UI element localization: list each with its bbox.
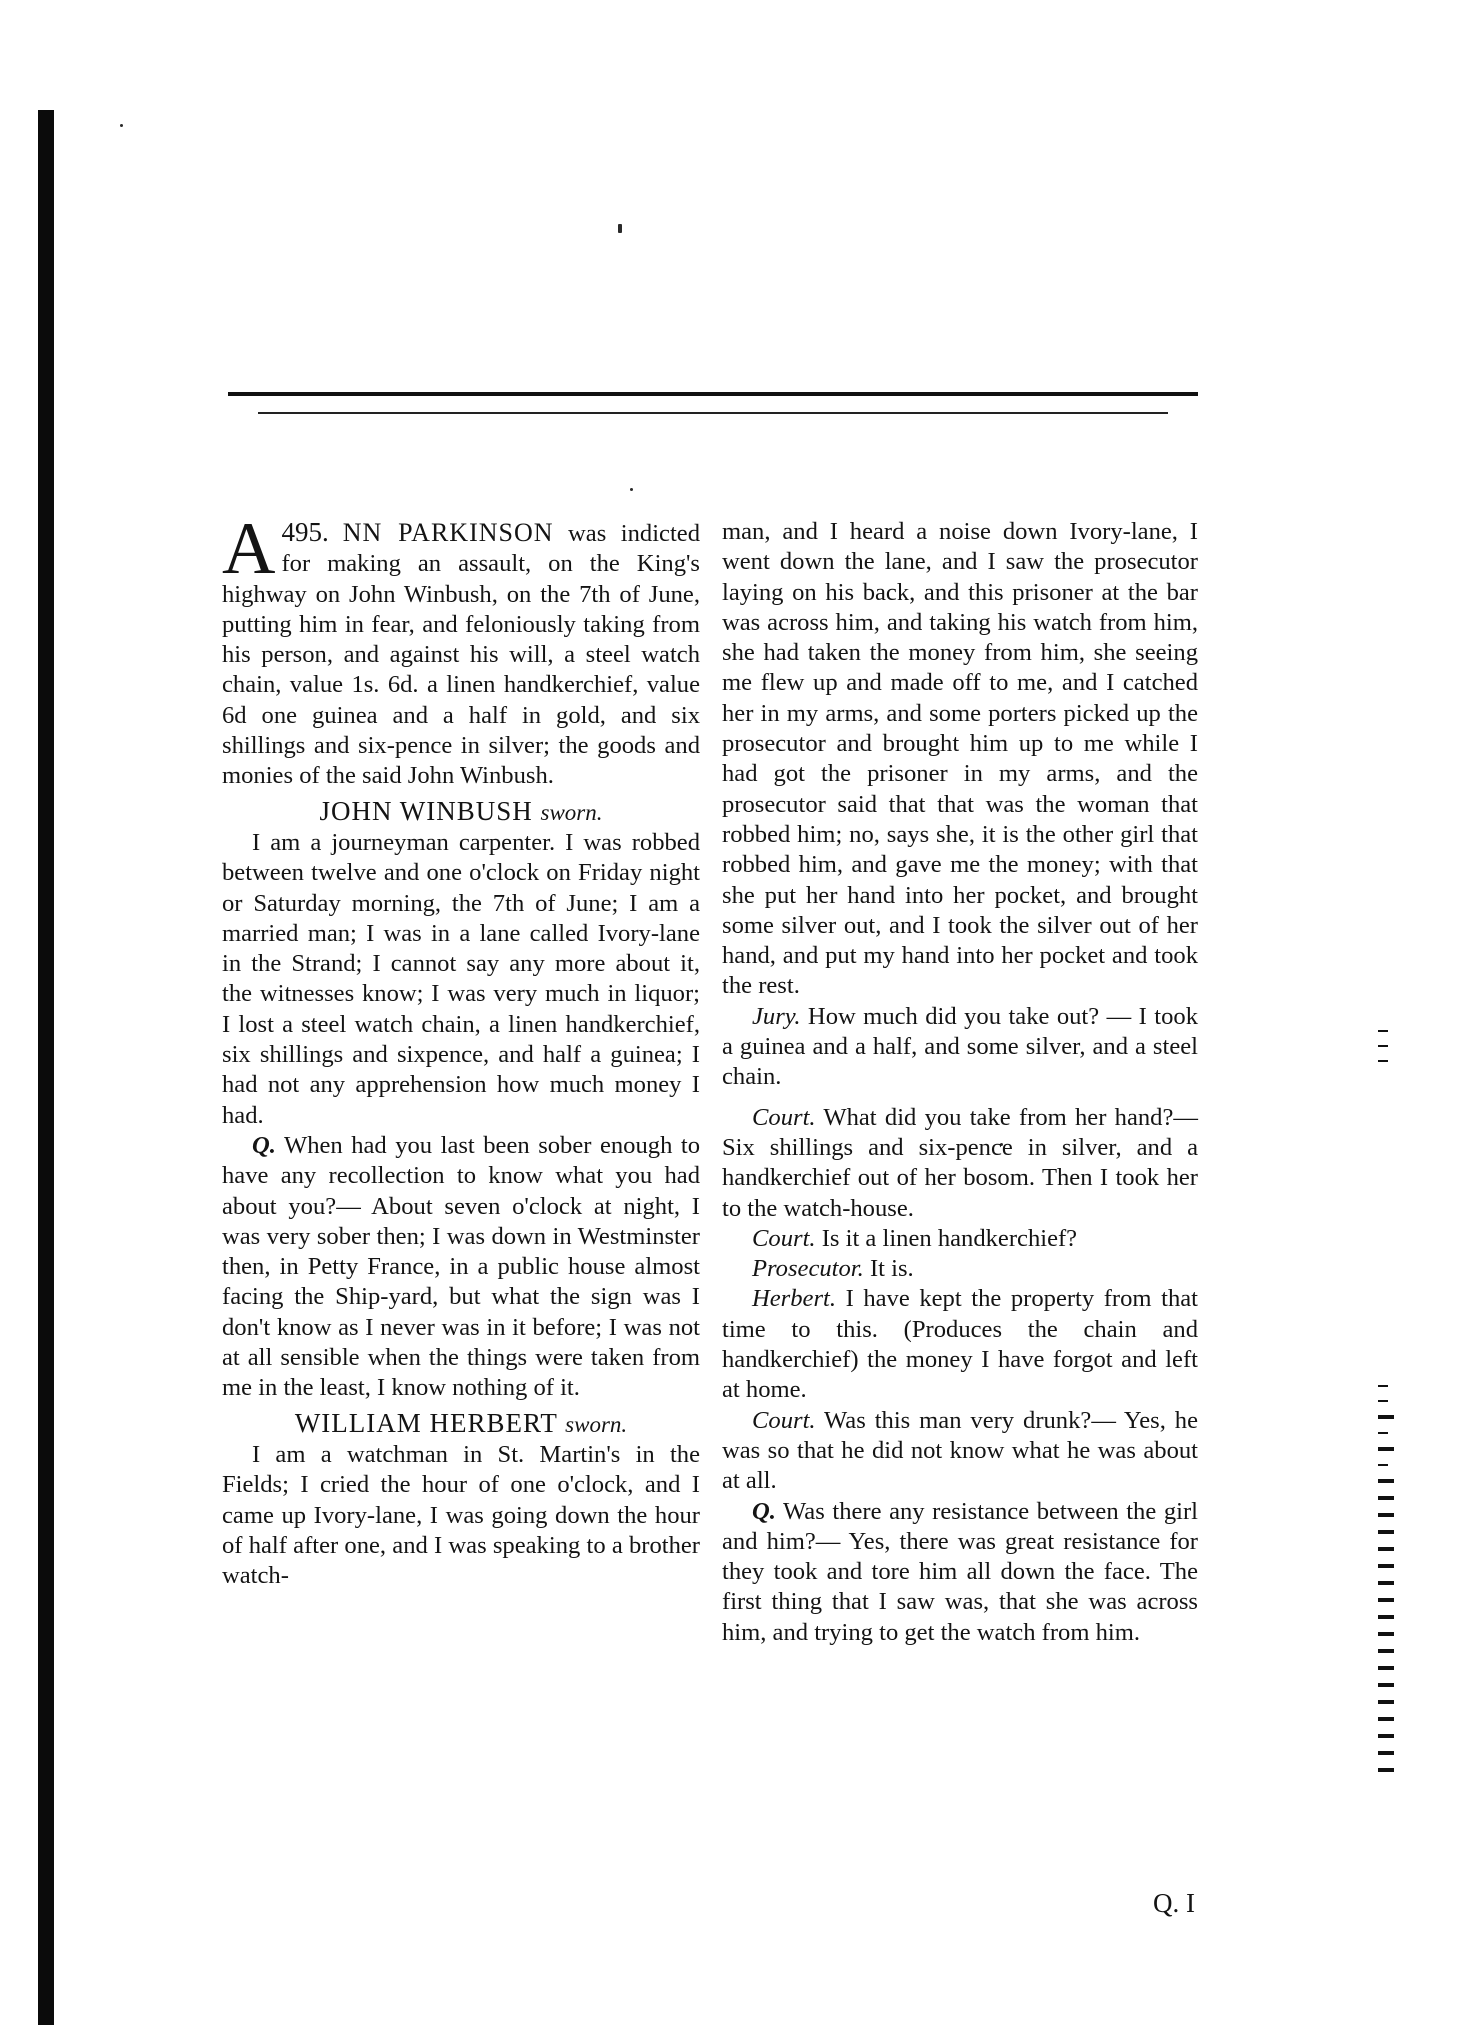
- dialogue-paragraph: [722, 1002, 1198, 1093]
- defendant-name: NN PARKINSON: [342, 518, 554, 547]
- indictment-paragraph: [222, 508, 700, 792]
- speaker-label: Court.: [752, 1406, 816, 1434]
- testimony-paragraph: I am a watchman in St. Martin's in the Fields; I cried the hour of one o'clock, and I came up Ivory-lane, I was going down the hour of half after one, and I was speaking to a brother watch-: [222, 1440, 700, 1590]
- header-rule-thick: [228, 392, 1198, 396]
- speaker-label: Court.: [752, 1103, 816, 1131]
- witness-heading: [222, 1408, 700, 1440]
- dialogue-paragraph: [722, 1406, 1198, 1497]
- page-number: 495.: [281, 517, 329, 547]
- speaker-label: Herbert.: [752, 1285, 837, 1313]
- dialogue-text: It is.: [863, 1255, 914, 1283]
- ink-speck: [618, 224, 622, 233]
- sworn-label: sworn.: [540, 799, 603, 825]
- question-text: When had you last been sober enough to have any recollection to know what you had about you?— About seven o'clock at night, I was very sober then; I was down in Westminster then, in Petty France, in a public house almost facing the Ship-yard, but what the sign was I don't know as I never was in it before; I was not at all sensible when the things were taken from me in the least, I know nothing of it.: [222, 1131, 700, 1402]
- testimony-paragraph: I am a journeyman carpenter. I was robbed between twelve and one o'clock on Friday night or Saturday morning, the 7th of June; I am a married man; I was in a lane called Ivory-lane in the Strand; I cannot say any more about it, the witnesses know; I was very much in liquor; I lost a steel watch chain, a linen handkerchief, six shillings and sixpence, and half a guinea; I had not any apprehension how much money I had.: [222, 828, 700, 1129]
- drop-cap: A: [222, 508, 276, 590]
- margin-marks: [1378, 1385, 1398, 1785]
- right-column: [722, 517, 1198, 1648]
- witness-name: JOHN WINBUSH: [319, 795, 533, 826]
- header-rule-thin: [258, 412, 1168, 414]
- dialogue-text: Is it a linen handkerchief?: [815, 1224, 1078, 1252]
- ink-speck: [630, 488, 633, 491]
- dialogue-text: I have kept the property from that time to this. (Produces the chain and handkerchief) the money I have forgot and left at home.: [722, 1285, 1198, 1404]
- speaker-label: Prosecutor.: [752, 1255, 864, 1283]
- question-mark: Q.: [752, 1497, 776, 1525]
- question-text: Was there any resistance between the girl and him?— Yes, there was great resistance for they took and tore him all down the face. The first thing that I saw was, that she was across him, and trying to get the watch from him.: [722, 1497, 1198, 1646]
- question-paragraph: [222, 1131, 700, 1404]
- dialogue-paragraph: [722, 1254, 1198, 1284]
- sworn-label: sworn.: [565, 1411, 628, 1437]
- dialogue-paragraph: [722, 1284, 1198, 1405]
- question-paragraph: [722, 1497, 1198, 1648]
- speaker-label: Court.: [752, 1224, 816, 1252]
- dialogue-text: What did you take from her hand?— Six shillings and six-pence in silver, and a handkerchief out of her bosom. Then I took her to the watch-house.: [722, 1103, 1198, 1222]
- left-column: [222, 508, 700, 1591]
- dialogue-paragraph: [722, 1224, 1198, 1254]
- testimony-continuation: man, and I heard a noise down Ivory-lane, I went down the lane, and I saw the prosecutor laying on his back, and this prisoner at the bar was across him, and taking his watch from him, she had taken the money from him, she seeing me flew up and made off to me, and I catched her in my arms, and some porters picked up the prosecutor and brought him up to me while I had got the prisoner in my arms, and the prosecutor said that that was the woman that robbed him; no, says she, it is the other girl that robbed him, and gave me the money; with that she put her hand into her pocket, and brought some silver out, and I took the silver out of her hand, and put my hand into her pocket and took the rest.: [722, 518, 1198, 1000]
- dialogue-paragraph: [722, 1103, 1198, 1224]
- witness-name: WILLIAM HERBERT: [294, 1407, 558, 1438]
- speaker-label: Jury.: [752, 1002, 801, 1030]
- ink-speck: [120, 124, 123, 127]
- witness-heading: [222, 796, 700, 828]
- catchword: Q. I: [1153, 1888, 1195, 1918]
- page-binding-edge: [38, 110, 54, 2025]
- question-mark: Q.: [252, 1131, 276, 1159]
- indictment-text: was indicted for making an assault, on the King's highway on John Winbush, on the 7th of June, putting him in fear, and feloniously taking from his person, and against his will, a steel watch chain, value 1s. 6d. a linen handkerchief, value 6d one guinea and a half in gold, and six shillings and six-pence in silver; the goods and monies of the said John Winbush.: [222, 520, 700, 790]
- dialogue-text: How much did you take out? — I took a guinea and a half, and some silver, and a steel chain.: [722, 1002, 1198, 1091]
- margin-marks: [1378, 1030, 1398, 1075]
- dialogue-text: Was this man very drunk?— Yes, he was so that he did not know what he was about at all.: [722, 1406, 1198, 1495]
